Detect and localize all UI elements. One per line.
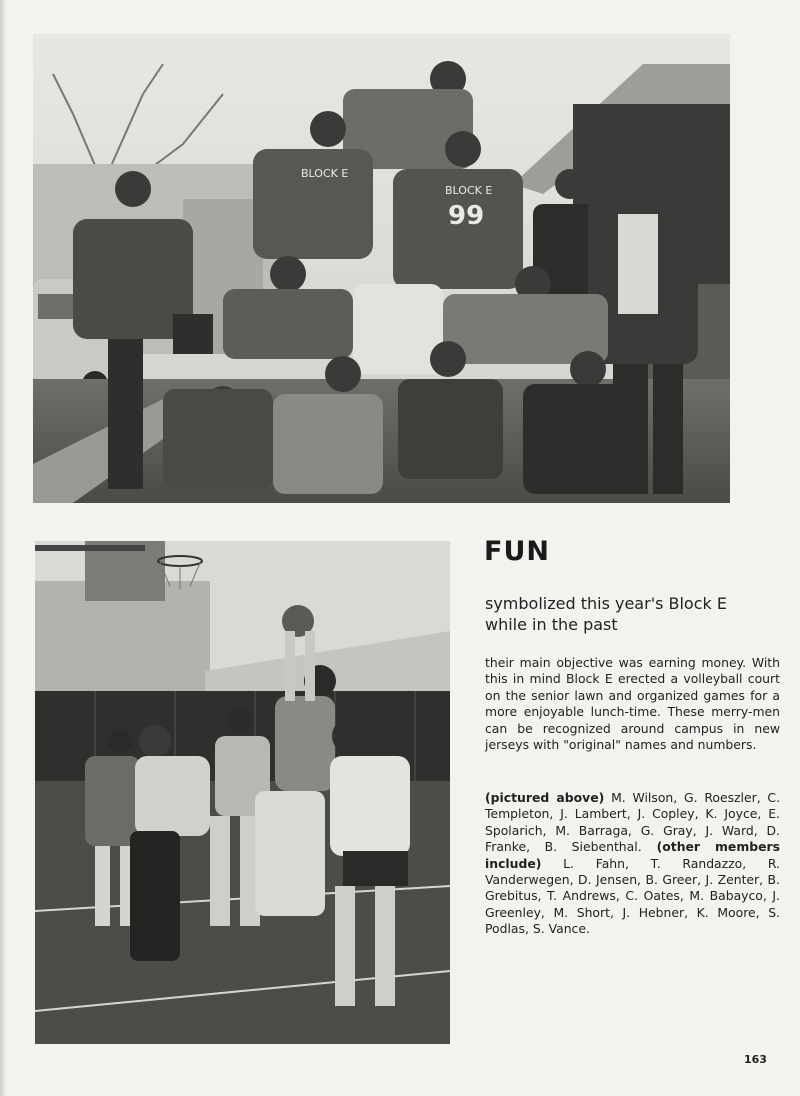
article-subheading: symbolized this year's Block E while in the past	[485, 594, 727, 634]
basketball-game-photo	[35, 541, 450, 1044]
pictured-label: (pictured above)	[485, 790, 605, 805]
member-names	[485, 790, 780, 938]
other-members-label: (other members include)	[485, 839, 780, 871]
jersey-text-block-e-2: BLOCK E	[445, 184, 493, 197]
article-heading: FUN	[484, 536, 550, 567]
page-binding-edge	[0, 0, 6, 1096]
page-number: 163	[744, 1053, 767, 1066]
jersey-text-block-e: BLOCK E	[301, 167, 349, 180]
jersey-number-99: 99	[448, 201, 485, 231]
group-pyramid-photo	[33, 34, 730, 503]
article-body: their main objective was earning money. With this in mind Block E erected a volleyball court on the senior lawn and organized games for a more enjoyable lunch-time. These merry-men can be recognized around campus in new jerseys with "original" names and numbers.	[485, 655, 780, 753]
other-member-names: L. Fahn, T. Randazzo, R. Vanderwegen, D. Jensen, B. Greer, J. Zenter, B. Grebitus, T. Andrews, C. Oates, M. Babayco, J. Greenley, M. Short, J. Hebner, K. Moore, S. Podlas, S. Vance.	[485, 855, 780, 937]
pictured-names: M. Wilson, G. Roeszler, C. Templeton, J. Lambert, J. Copley, K. Joyce, E. Spolarich, M. Barraga, G. Gray, J. Ward, D. Franke, B. Siebenthal.	[485, 790, 781, 855]
